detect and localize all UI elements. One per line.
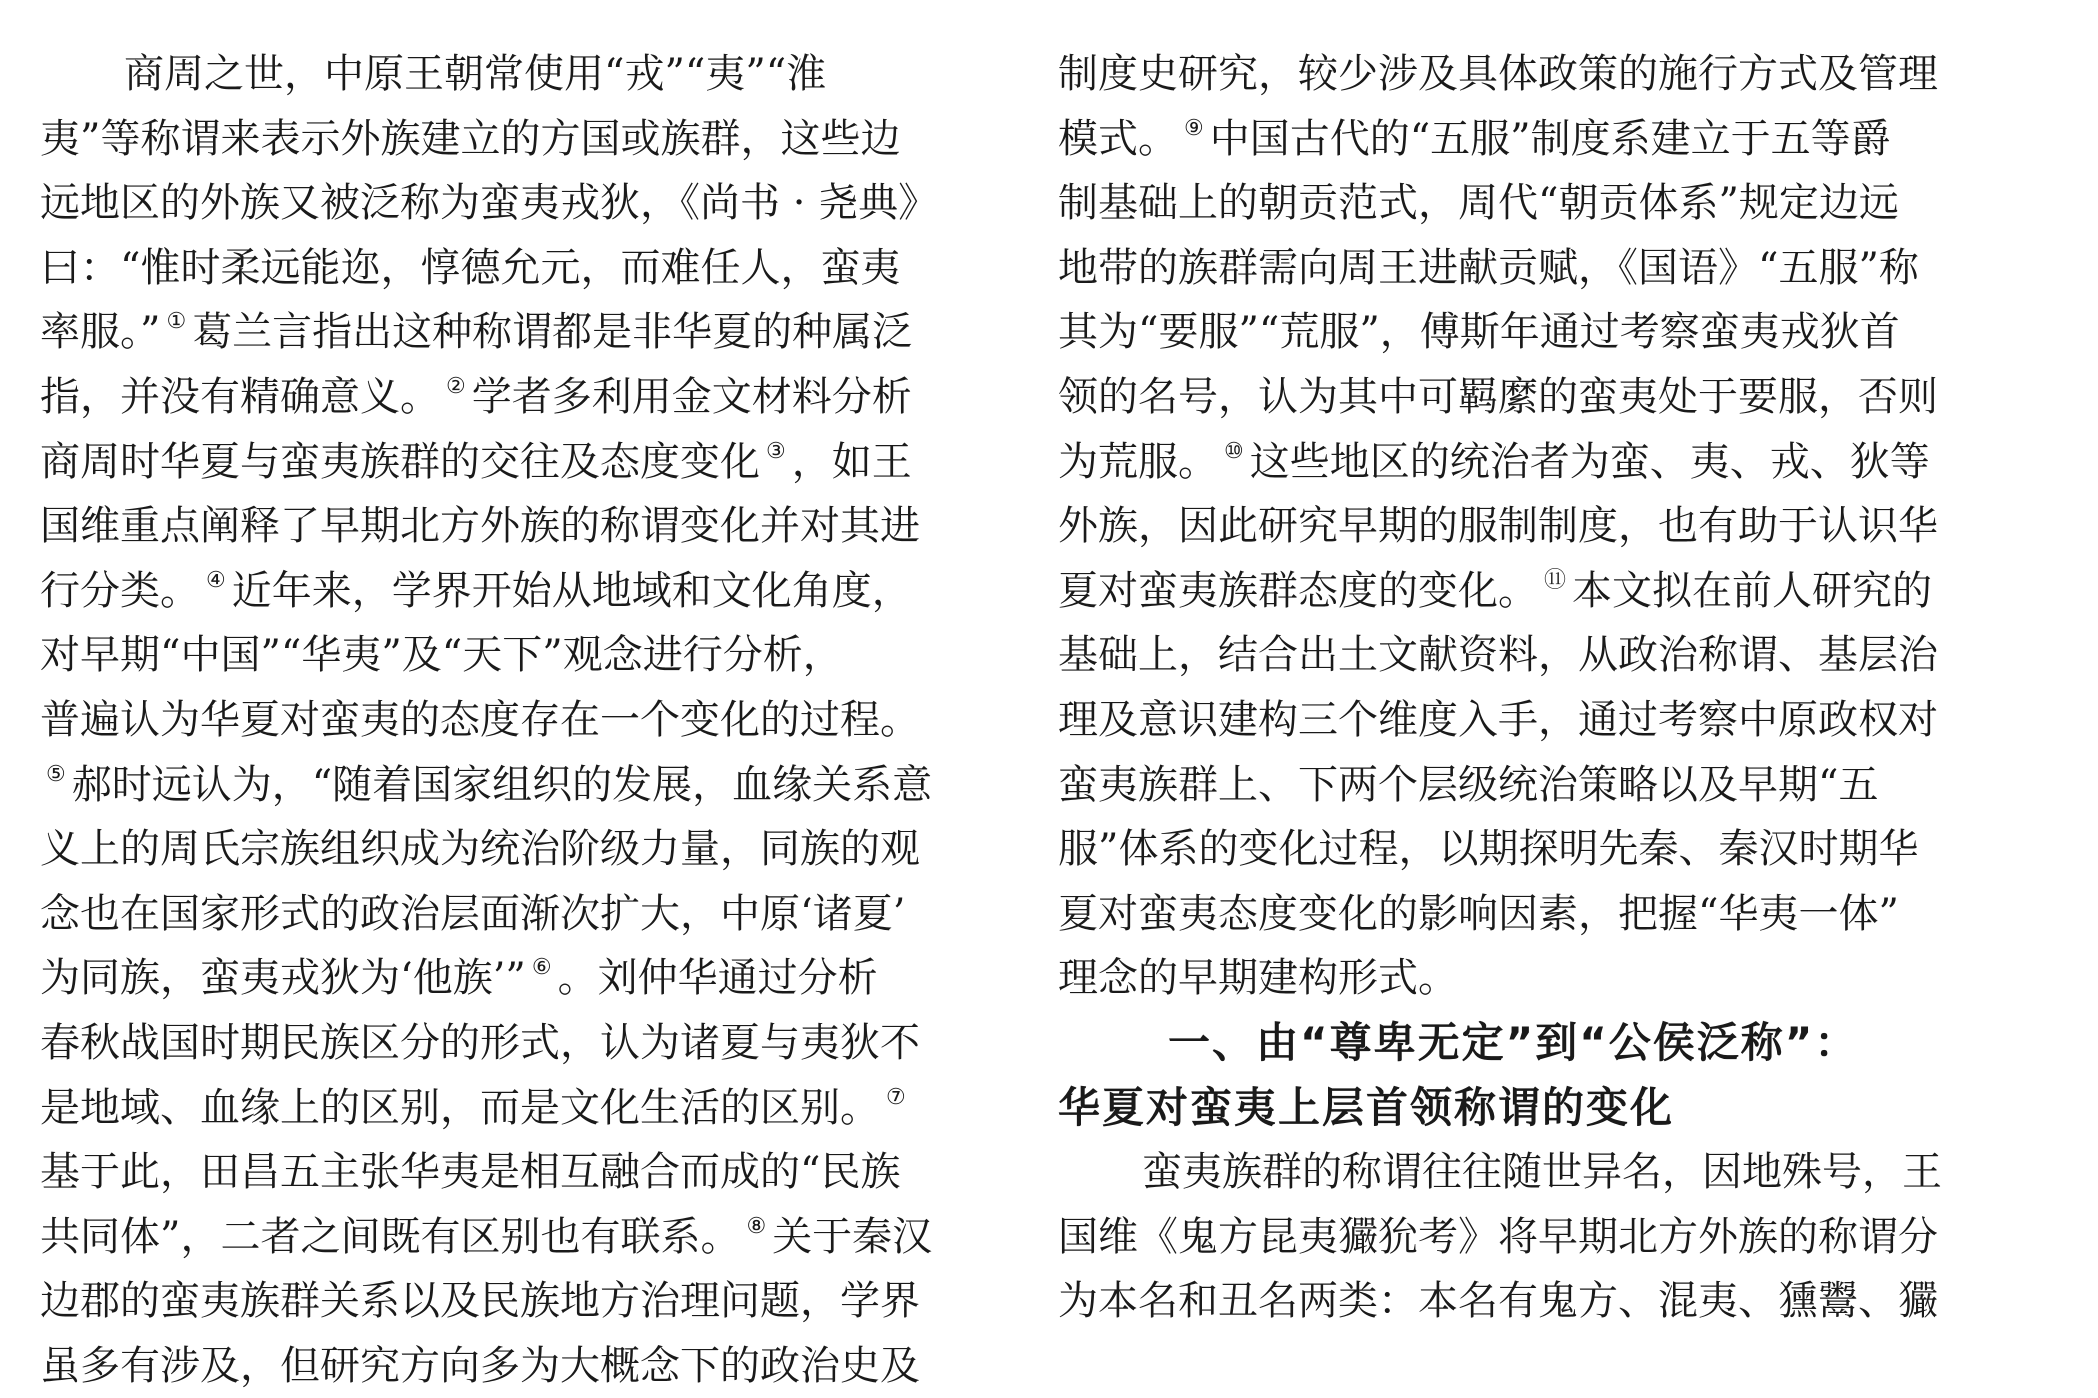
text-line: 为本名和丑名两类：本名有鬼方、混夷、獯鬻、玁 <box>1058 1278 1938 1325</box>
text-line: 领的名号，认为其中可羁縻的蛮夷处于要服，否则 <box>1058 373 1938 420</box>
text-line: 行分类。 ④ 近年来，学界开始从地域和文化角度， <box>40 567 912 614</box>
text-line: 边郡的蛮夷族群关系以及民族地方治理问题，学界 <box>40 1278 920 1325</box>
text-line: 虽多有涉及，但研究方向多为大概念下的政治史及 <box>40 1342 920 1389</box>
text-line: 夷”等称谓来表示外族建立的方国或族群，这些边 <box>40 115 901 162</box>
section-heading-line-2: 华夏对蛮夷上层首领称谓的变化 <box>1058 1082 1675 1132</box>
footnote-ref[interactable]: ⑦ <box>886 1084 906 1110</box>
text-line: 制基础上的朝贡范式，周代“朝贡体系”规定边远 <box>1058 180 1899 227</box>
section-heading-line-1: 一、由“尊卑无定”到“公侯泛称”： <box>1168 1017 1859 1067</box>
text-line: 为同族，蛮夷戎狄为‘他族’” ⑥ 。刘仲华通过分析 <box>40 955 878 1002</box>
text-line: 夏对蛮夷态度变化的影响因素，把握“华夷一体” <box>1058 890 1899 937</box>
text-line: 基础上，结合出土文献资料，从政治称谓、基层治 <box>1058 632 1938 679</box>
text-line: 蛮夷族群的称谓往往随世异名，因地殊号，王 <box>1142 1149 1942 1196</box>
footnote-ref[interactable]: ① <box>166 309 187 335</box>
text-line: 夏对蛮夷族群态度的变化。 ⑪ 本文拟在前人研究的 <box>1058 567 1933 614</box>
text-line: 国维重点阐释了早期北方外族的称谓变化并对其进 <box>40 503 920 550</box>
text-line: 外族，因此研究早期的服制制度，也有助于认识华 <box>1058 503 1938 550</box>
text-line: 念也在国家形式的政治层面渐次扩大，中原‘诸夏’ <box>40 890 906 937</box>
footnote-ref[interactable]: ⑪ <box>1544 567 1567 593</box>
left-column <box>40 42 975 1398</box>
text-line: 义上的周氏宗族组织成为统治阶级力量，同族的观 <box>40 826 920 873</box>
text-line: 共同体”，二者之间既有区别也有联系。 ⑧ 关于秦汉 <box>40 1213 933 1260</box>
text-line: 国维《鬼方昆夷玁狁考》将早期北方外族的称谓分 <box>1058 1213 1938 1260</box>
text-line: 远地区的外族又被泛称为蛮夷戎狄，《尚书 · 尧典》 <box>40 180 939 227</box>
text-line: 地带的族群需向周王进献贡赋，《国语》“五服”称 <box>1058 244 1919 291</box>
right-column <box>1058 42 2003 1334</box>
text-line: 是地域、血缘上的区别，而是文化生活的区别。 ⑦ <box>40 1084 906 1131</box>
footnote-ref[interactable]: ⑥ <box>531 955 552 981</box>
text-line: 普遍认为华夏对蛮夷的态度存在一个变化的过程。 <box>40 696 920 743</box>
text-line: 其为“要服”“荒服”，傅斯年通过考察蛮夷戎狄首 <box>1058 309 1900 356</box>
footnote-ref[interactable]: ⑩ <box>1224 438 1244 464</box>
text-line: 商周之世，中原王朝常使用“戎”“夷”“淮 <box>124 51 827 97</box>
text-line: 制度史研究，较少涉及具体政策的施行方式及管理 <box>1058 51 1938 97</box>
footnote-ref[interactable]: ⑤ <box>46 761 66 787</box>
text-line: 曰：“惟时柔远能迩，惇德允元，而难任人，蛮夷 <box>40 244 901 291</box>
text-line: 服”体系的变化过程，以期探明先秦、秦汉时期华 <box>1058 826 1919 873</box>
footnote-ref[interactable]: ④ <box>206 567 226 593</box>
text-line: 春秋战国时期民族区分的形式，认为诸夏与夷狄不 <box>40 1019 920 1066</box>
text-line: 指，并没有精确意义。 ② 学者多利用金文材料分析 <box>40 373 912 420</box>
footnote-ref[interactable]: ⑨ <box>1184 115 1204 141</box>
text-line: 蛮夷族群上、下两个层级统治策略以及早期“五 <box>1058 761 1879 808</box>
footnote-ref[interactable]: ② <box>446 373 466 399</box>
footnote-ref[interactable]: ③ <box>766 438 786 464</box>
text-line: 模式。 ⑨ 中国古代的“五服”制度系建立于五等爵 <box>1058 115 1891 162</box>
text-line: 率服。” ① 葛兰言指出这种称谓都是非华夏的种属泛 <box>40 309 913 356</box>
text-line: ⑤ 郝时远认为，“随着国家组织的发展，血缘关系意 <box>46 761 933 808</box>
text-line: 为荒服。 ⑩ 这些地区的统治者为蛮、夷、戎、狄等 <box>1058 438 1930 485</box>
text-line: 理念的早期建构形式。 <box>1058 955 1458 1002</box>
text-line: 理及意识建构三个维度入手，通过考察中原政权对 <box>1058 696 1938 743</box>
text-line: 商周时华夏与蛮夷族群的交往及态度变化 ③ ，如王 <box>40 438 912 485</box>
footnote-ref[interactable]: ⑧ <box>746 1213 767 1239</box>
text-line: 对早期“中国”“华夷”及“天下”观念进行分析， <box>40 632 843 679</box>
text-line: 基于此，田昌五主张华夷是相互融合而成的“民族 <box>40 1149 901 1196</box>
